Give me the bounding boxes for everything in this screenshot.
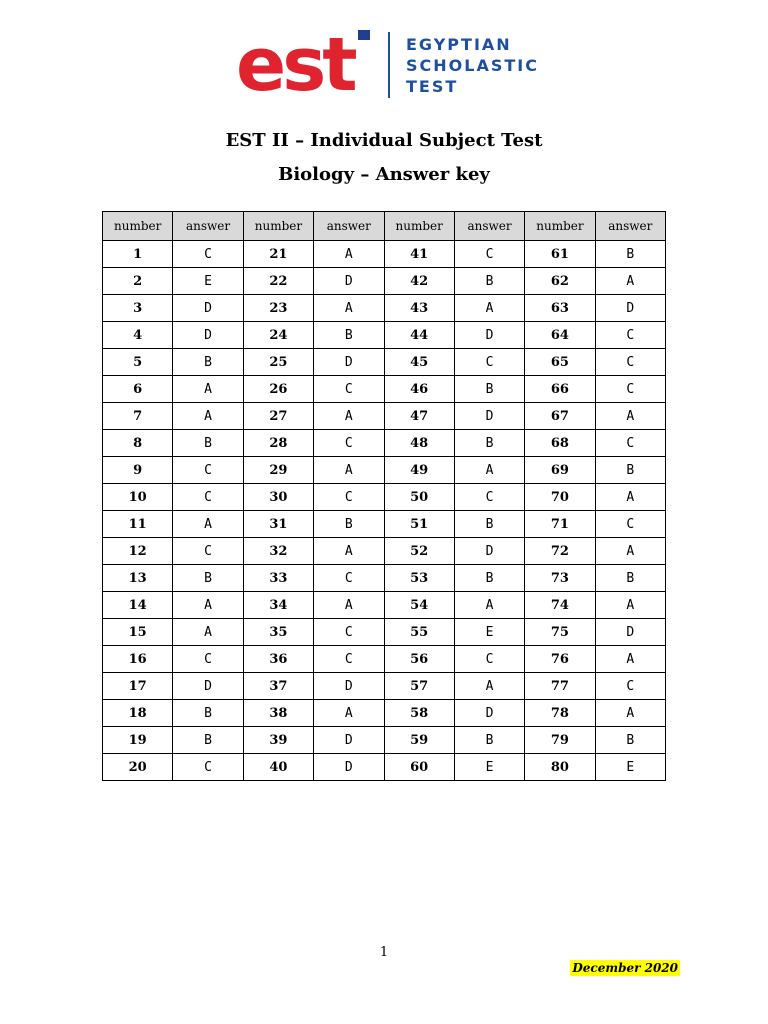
question-number-cell: 75: [525, 619, 595, 646]
question-number-cell: 8: [103, 430, 173, 457]
document-subtitle: Biology – Answer key: [278, 164, 490, 185]
question-number-cell: 20: [103, 754, 173, 781]
question-number-cell: 10: [103, 484, 173, 511]
table-row: [103, 457, 666, 484]
question-number-cell: 62: [525, 268, 595, 295]
answer-cell: A: [595, 592, 665, 619]
est-logo: [236, 22, 546, 108]
question-number-cell: 19: [103, 727, 173, 754]
page-number: 1: [379, 945, 389, 960]
table-row: [103, 673, 666, 700]
question-number-cell: 22: [243, 268, 313, 295]
table-row: [103, 565, 666, 592]
answer-cell: D: [314, 727, 384, 754]
question-number-cell: 45: [384, 349, 454, 376]
answer-cell: A: [454, 295, 524, 322]
answer-key-body: [103, 241, 666, 781]
answer-cell: C: [595, 430, 665, 457]
question-number-cell: 60: [384, 754, 454, 781]
answer-cell: C: [595, 511, 665, 538]
table-row: [103, 430, 666, 457]
date-stamp: December 2020: [572, 961, 678, 975]
question-number-cell: 51: [384, 511, 454, 538]
answer-cell: D: [454, 403, 524, 430]
question-number-cell: 50: [384, 484, 454, 511]
question-number-cell: 70: [525, 484, 595, 511]
question-number-cell: 24: [243, 322, 313, 349]
table-row: [103, 241, 666, 268]
answer-cell: E: [454, 754, 524, 781]
answer-cell: B: [454, 376, 524, 403]
question-number-cell: 80: [525, 754, 595, 781]
question-number-cell: 36: [243, 646, 313, 673]
table-row: [103, 349, 666, 376]
table-row: [103, 700, 666, 727]
answer-cell: C: [454, 646, 524, 673]
answer-cell: B: [595, 727, 665, 754]
question-number-cell: 59: [384, 727, 454, 754]
table-row: [103, 646, 666, 673]
column-header: number: [525, 212, 595, 241]
answer-cell: C: [173, 484, 243, 511]
document-title: EST II – Individual Subject Test: [225, 130, 543, 151]
question-number-cell: 46: [384, 376, 454, 403]
answer-cell: C: [595, 376, 665, 403]
answer-cell: D: [314, 268, 384, 295]
answer-cell: C: [173, 241, 243, 268]
answer-cell: C: [173, 754, 243, 781]
answer-cell: D: [454, 322, 524, 349]
question-number-cell: 57: [384, 673, 454, 700]
answer-cell: C: [454, 241, 524, 268]
answer-cell: B: [173, 727, 243, 754]
table-row: [103, 592, 666, 619]
answer-cell: D: [314, 673, 384, 700]
answer-cell: A: [595, 700, 665, 727]
question-number-cell: 52: [384, 538, 454, 565]
table-header-row: [103, 212, 666, 241]
table-row: [103, 754, 666, 781]
question-number-cell: 44: [384, 322, 454, 349]
table-row: [103, 619, 666, 646]
answer-cell: C: [595, 673, 665, 700]
question-number-cell: 54: [384, 592, 454, 619]
answer-cell: A: [314, 700, 384, 727]
question-number-cell: 79: [525, 727, 595, 754]
answer-cell: B: [454, 565, 524, 592]
answer-cell: B: [173, 349, 243, 376]
question-number-cell: 71: [525, 511, 595, 538]
table-row: [103, 376, 666, 403]
answer-cell: A: [595, 484, 665, 511]
answer-cell: A: [314, 295, 384, 322]
question-number-cell: 21: [243, 241, 313, 268]
question-number-cell: 47: [384, 403, 454, 430]
question-number-cell: 14: [103, 592, 173, 619]
question-number-cell: 48: [384, 430, 454, 457]
answer-cell: B: [454, 268, 524, 295]
answer-cell: B: [595, 457, 665, 484]
question-number-cell: 27: [243, 403, 313, 430]
question-number-cell: 53: [384, 565, 454, 592]
question-number-cell: 67: [525, 403, 595, 430]
answer-cell: E: [595, 754, 665, 781]
question-number-cell: 74: [525, 592, 595, 619]
answer-cell: A: [314, 538, 384, 565]
logo-flag-icon: [358, 30, 370, 40]
question-number-cell: 73: [525, 565, 595, 592]
answer-cell: D: [595, 619, 665, 646]
answer-cell: B: [454, 511, 524, 538]
answer-cell: C: [454, 349, 524, 376]
answer-cell: B: [173, 700, 243, 727]
question-number-cell: 3: [103, 295, 173, 322]
question-number-cell: 58: [384, 700, 454, 727]
column-header: number: [384, 212, 454, 241]
table-row: [103, 538, 666, 565]
answer-cell: C: [314, 376, 384, 403]
answer-cell: A: [173, 592, 243, 619]
question-number-cell: 28: [243, 430, 313, 457]
question-number-cell: 9: [103, 457, 173, 484]
answer-cell: A: [595, 268, 665, 295]
column-header: answer: [173, 212, 243, 241]
question-number-cell: 41: [384, 241, 454, 268]
answer-cell: C: [173, 457, 243, 484]
question-number-cell: 55: [384, 619, 454, 646]
table-row: [103, 295, 666, 322]
question-number-cell: 6: [103, 376, 173, 403]
logo-mark: est: [236, 22, 354, 108]
answer-cell: A: [454, 592, 524, 619]
answer-cell: A: [454, 457, 524, 484]
question-number-cell: 49: [384, 457, 454, 484]
question-number-cell: 1: [103, 241, 173, 268]
question-number-cell: 72: [525, 538, 595, 565]
answer-cell: C: [314, 565, 384, 592]
answer-cell: D: [314, 349, 384, 376]
answer-cell: D: [454, 700, 524, 727]
answer-cell: A: [173, 403, 243, 430]
table-row: [103, 511, 666, 538]
question-number-cell: 43: [384, 295, 454, 322]
answer-cell: B: [454, 430, 524, 457]
question-number-cell: 17: [103, 673, 173, 700]
answer-cell: D: [173, 295, 243, 322]
question-number-cell: 2: [103, 268, 173, 295]
answer-cell: C: [173, 538, 243, 565]
answer-cell: A: [595, 403, 665, 430]
answer-cell: E: [173, 268, 243, 295]
answer-cell: B: [314, 511, 384, 538]
question-number-cell: 32: [243, 538, 313, 565]
answer-cell: D: [454, 538, 524, 565]
answer-cell: A: [314, 241, 384, 268]
table-row: [103, 727, 666, 754]
answer-cell: D: [173, 322, 243, 349]
question-number-cell: 4: [103, 322, 173, 349]
question-number-cell: 61: [525, 241, 595, 268]
question-number-cell: 69: [525, 457, 595, 484]
answer-cell: B: [314, 322, 384, 349]
answer-cell: B: [454, 727, 524, 754]
answer-cell: A: [173, 511, 243, 538]
answer-cell: D: [173, 673, 243, 700]
answer-cell: B: [595, 241, 665, 268]
question-number-cell: 13: [103, 565, 173, 592]
question-number-cell: 63: [525, 295, 595, 322]
answer-cell: D: [595, 295, 665, 322]
question-number-cell: 56: [384, 646, 454, 673]
question-number-cell: 15: [103, 619, 173, 646]
answer-cell: A: [454, 673, 524, 700]
question-number-cell: 77: [525, 673, 595, 700]
column-header: answer: [454, 212, 524, 241]
column-header: number: [103, 212, 173, 241]
answer-cell: A: [173, 619, 243, 646]
answer-cell: B: [173, 430, 243, 457]
column-header: answer: [314, 212, 384, 241]
question-number-cell: 38: [243, 700, 313, 727]
answer-cell: A: [595, 538, 665, 565]
answer-cell: E: [454, 619, 524, 646]
answer-cell: C: [314, 484, 384, 511]
logo-line-1: EGYPTIAN: [406, 35, 512, 54]
question-number-cell: 65: [525, 349, 595, 376]
answer-cell: C: [314, 430, 384, 457]
question-number-cell: 12: [103, 538, 173, 565]
question-number-cell: 29: [243, 457, 313, 484]
table-row: [103, 268, 666, 295]
answer-cell: D: [314, 754, 384, 781]
answer-cell: A: [173, 376, 243, 403]
question-number-cell: 23: [243, 295, 313, 322]
answer-cell: B: [173, 565, 243, 592]
table-row: [103, 484, 666, 511]
question-number-cell: 66: [525, 376, 595, 403]
answer-cell: A: [595, 646, 665, 673]
answer-cell: C: [314, 646, 384, 673]
table-row: [103, 322, 666, 349]
logo-line-2: SCHOLASTIC: [406, 56, 539, 75]
column-header: answer: [595, 212, 665, 241]
answer-cell: C: [314, 619, 384, 646]
answer-cell: A: [314, 403, 384, 430]
question-number-cell: 64: [525, 322, 595, 349]
table-row: [103, 403, 666, 430]
question-number-cell: 40: [243, 754, 313, 781]
logo-wordmark: [406, 34, 539, 97]
column-header: number: [243, 212, 313, 241]
question-number-cell: 76: [525, 646, 595, 673]
answer-cell: B: [595, 565, 665, 592]
question-number-cell: 5: [103, 349, 173, 376]
question-number-cell: 35: [243, 619, 313, 646]
question-number-cell: 11: [103, 511, 173, 538]
question-number-cell: 18: [103, 700, 173, 727]
question-number-cell: 7: [103, 403, 173, 430]
question-number-cell: 78: [525, 700, 595, 727]
answer-cell: C: [595, 349, 665, 376]
logo-divider: [388, 32, 390, 98]
question-number-cell: 31: [243, 511, 313, 538]
answer-cell: C: [173, 646, 243, 673]
answer-cell: C: [595, 322, 665, 349]
question-number-cell: 16: [103, 646, 173, 673]
question-number-cell: 37: [243, 673, 313, 700]
answer-key-table: [102, 211, 666, 781]
question-number-cell: 68: [525, 430, 595, 457]
question-number-cell: 25: [243, 349, 313, 376]
question-number-cell: 34: [243, 592, 313, 619]
question-number-cell: 39: [243, 727, 313, 754]
answer-cell: A: [314, 457, 384, 484]
question-number-cell: 30: [243, 484, 313, 511]
question-number-cell: 26: [243, 376, 313, 403]
question-number-cell: 33: [243, 565, 313, 592]
answer-cell: C: [454, 484, 524, 511]
answer-cell: A: [314, 592, 384, 619]
question-number-cell: 42: [384, 268, 454, 295]
logo-line-3: TEST: [406, 77, 459, 96]
